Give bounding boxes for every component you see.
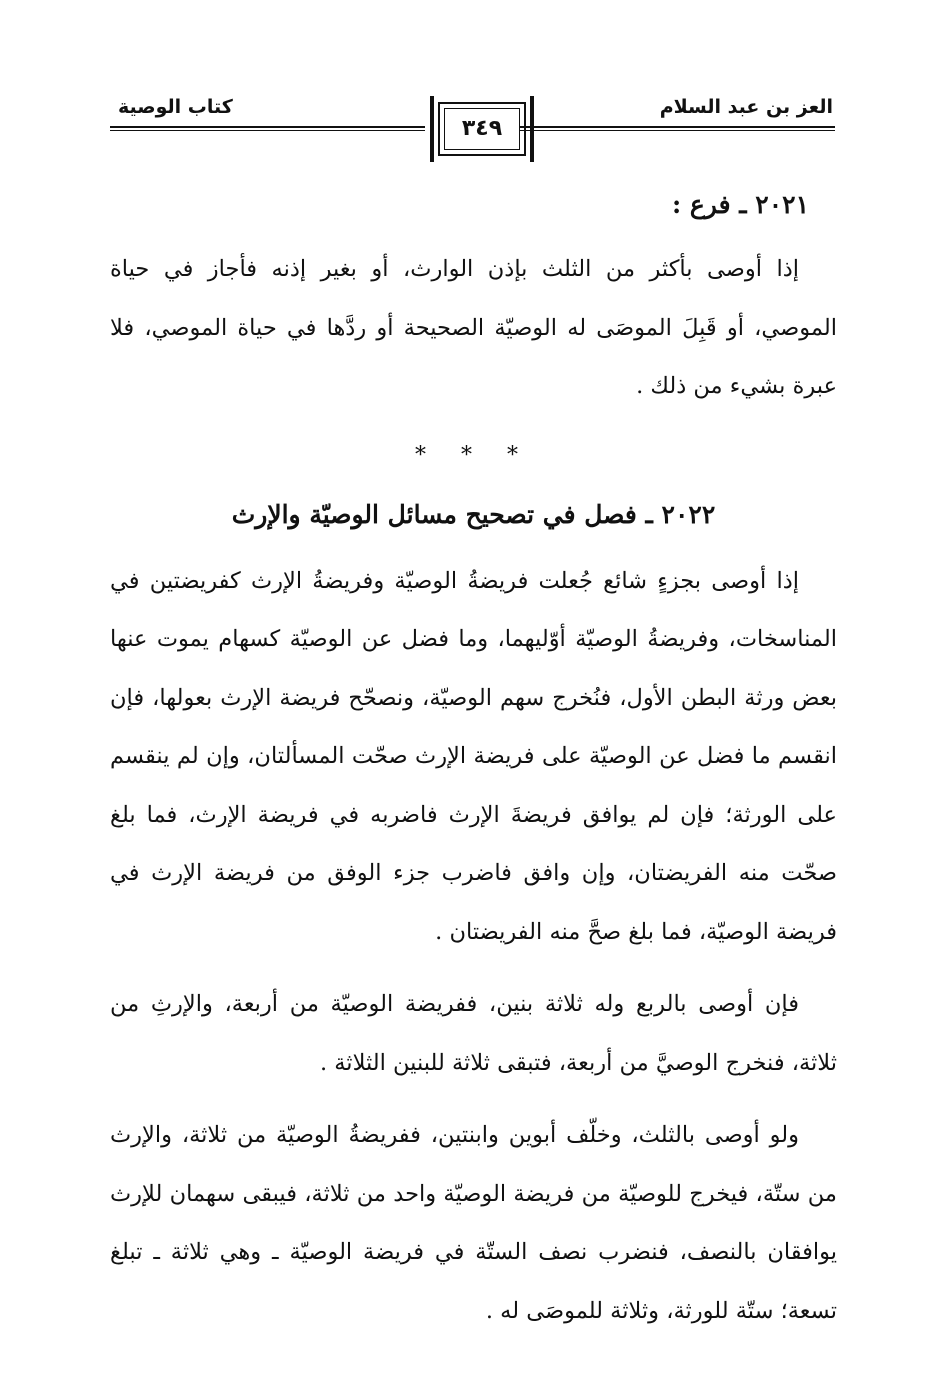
page-header [110,92,835,162]
header-rule-left-thin [110,130,425,131]
section-2022-paragraph-3: ولو أوصى بالثلث، وخلّف أبوين وابنتين، ففريضةُ الوصيّة من ثلاثة، والإرث من ستّة، فيخرج للوصيّة من فريضة الوصيّة واحد من ثلاثة، فيبقى سهمان للإرث يوافقان بالنصف، فنضرب نصف الستّة في فريضة الوصيّة ـ وهي ثلاثة ـ تبلغ تسعة؛ ستّة للورثة، وثلاثة للموصَى له . [110,1122,837,1324]
section-2021-heading: ٢٠٢١ ـ فرع : [671,190,809,219]
header-rule-right-thin [520,130,835,131]
author-running-head: العز بن عبد السلام [659,96,833,118]
frame-ornament-left [430,96,434,162]
frame-ornament-right [530,96,534,162]
header-rule-left [110,126,425,128]
section-2022-paragraph-1: إذا أوصى بجزءٍ شائع جُعلت فريضةُ الوصيّة وفريضةُ الإرث كفريضتين في المناسخات، وفريضةُ الوصيّة أوّليهما، وما فضل عن الوصيّة كسهام يموت عنها بعض ورثة البطن الأول، فنُخرج سهم الوصيّة، ونصحّح فريضة الإرث بعولها، فإن انقسم ما فضل عن الوصيّة على فريضة الإرث صحّت المسألتان، وإن لم ينقسم على الورثة؛ فإن لم يوافق فريضةَ الإرث فاضربه في فريضة الإرث، فما بلغ صحّت منه الفريضتان، وإن وافق فاضرب جزء الوفق من فريضة الإرث في فريضة الوصيّة، فما بلغ صحَّ منه الفريضتان . [110,567,837,945]
chapter-running-head: كتاب الوصية [118,96,233,118]
section-separator: * * * [415,442,532,468]
page-body [110,180,837,1340]
section-2022-title: ٢٠٢٢ ـ فصل في تصحيح مسائل الوصيّة والإرث [231,499,716,529]
page-number: ٣٤٩ [461,116,503,141]
section-2022-paragraph-2: فإن أوصى بالربع وله ثلاثة بنين، ففريضة الوصيّة من أربعة، والإرثِ من ثلاثة، فنخرج الوصيَّ من أربعة، فتبقى ثلاثة للبنين الثلاثة . [110,991,837,1076]
header-rule-right [520,126,835,128]
section-2021-paragraph: إذا أوصى بأكثر من الثلث بإذن الوارث، أو بغير إذنه فأجاز في حياة الموصي، أو قَبِلَ الموصَى له الوصيّة الصحيحة أو ردَّها في حياة الموصي، فلا عبرة بشيء من ذلك . [110,256,837,399]
page-number-frame [438,102,526,156]
